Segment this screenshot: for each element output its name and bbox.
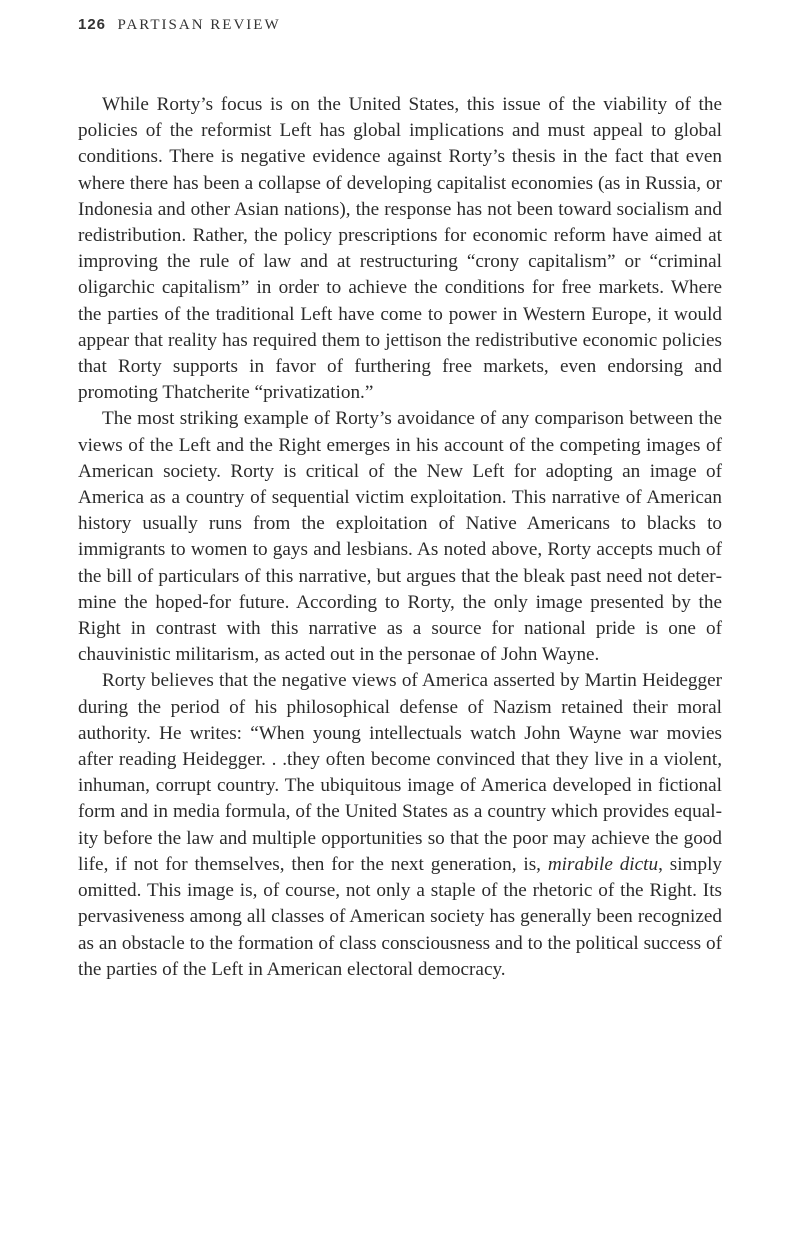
paragraph-3-text-before: Rorty believes that the negative views of America asserted by Martin Heidegger during the period of his philosophical defense of Nazism retained their moral authority. He writes: “When young intellectuals watch John Wayne war movies after reading Heidegger. . .they often become convinced that they live in a violent, inhuman, corrupt country. The ubiquitous image of America developed in fictional form and in media formula, of the United States as a country which provides equality before the law and multiple opportunities so that the poor may achieve the good life, if not for themselves, then for the next generation, is, [78, 670, 722, 875]
paragraph-3-text-after: , simply omitted. This image is, of course, not only a staple of the rhetoric of the Right. Its pervasiveness among all classes of American society has generally been recognized as an obstacle to the formation of class consciousness and to the political success of the parties of the Left in American electoral democracy. [78, 853, 722, 980]
journal-title: PARTISAN REVIEW [117, 17, 281, 33]
page-number: 126 [78, 16, 107, 33]
paragraph-2: The most striking example of Rorty’s avoidance of any comparison between the views of the Left and the Right emerges in his account of the competing images of American society. Rorty is critical of the New Left for adopting an image of America as a country of sequential victim exploitation. This narrative of American history usually runs from the exploitation of Native Americans to blacks to immigrants to women to gays and lesbians. As noted above, Rorty accepts much of the bill of particulars of this narrative, but argues that the bleak past need not determine the hoped-for future. According to Rorty, the only image presented by the Right in contrast with this narrative as a source for national pride is one of chauvinistic militarism, as acted out in the personae of John Wayne. [78, 408, 722, 666]
paragraph-1: While Rorty’s focus is on the United States, this issue of the viability of the policies of the reformist Left has global implications and must appeal to global conditions. There is negative evidence against Rorty’s thesis in the fact that even where there has been a collapse of developing capitalist economies (as in Russia, or Indonesia and other Asian nations), the response has not been toward socialism and redistribution. Rather, the policy prescriptions for economic reform have aimed at improving the rule of law and at restructuring “crony capitalism” or “criminal oligarchic capitalism” in order to achieve the conditions for free markets. Where the parties of the traditional Left have come to power in Western Europe, it would appear that reality has required them to jettison the redistributive economic policies that Rorty supports in favor of furthering free markets, even endorsing and promoting Thatcherite “privatization.” [78, 94, 722, 404]
italic-phrase: mirabile dictu [547, 853, 659, 875]
paragraph-3 [78, 668, 722, 982]
running-head [78, 14, 281, 34]
article-body [78, 92, 722, 983]
